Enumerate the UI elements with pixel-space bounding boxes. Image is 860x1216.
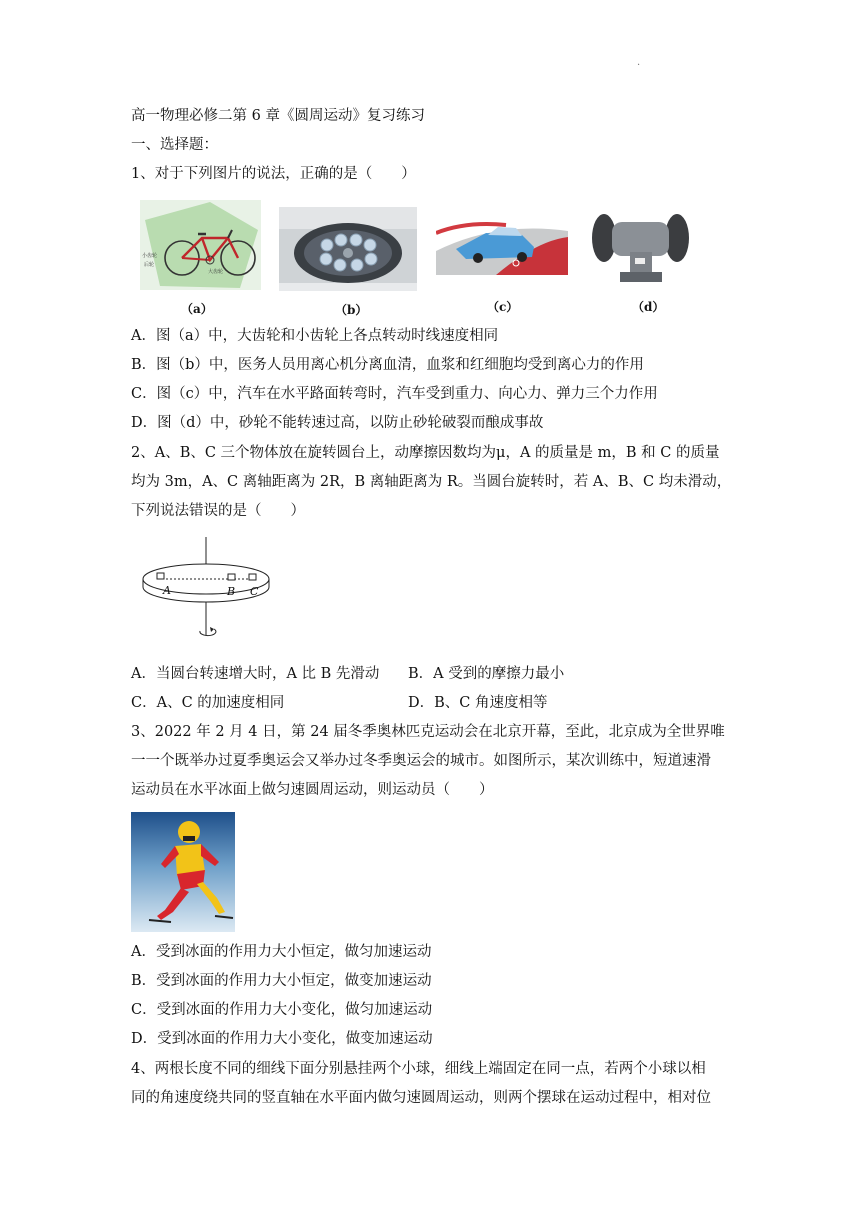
turntable-label-a: A	[163, 584, 171, 597]
turntable-label-b: B	[227, 585, 236, 598]
car-figure	[436, 211, 568, 275]
q2-stem-line2: 均为 3m，A、C 离轴距离为 2R，B 离轴距离为 R。当圆台旋转时，若 A、B、C 均未滑动，	[131, 474, 732, 490]
q2-option-d: D．B、C 角速度相等	[408, 695, 548, 711]
bike-label-big-gear: 大齿轮	[208, 269, 224, 275]
q1-option-b: B．图（b）中，医务人员用离心机分离血清，血浆和红细胞均受到离心力的作用	[131, 357, 644, 373]
q3-option-d: D．受到冰面的作用力大小变化，做变加速运动	[131, 1031, 433, 1047]
q1-option-c: C．图（c）中，汽车在水平路面转弯时，汽车受到重力、向心力、弹力三个力作用	[131, 386, 658, 402]
q2-option-c: C．A、C 的加速度相同	[131, 695, 285, 711]
q3-stem-line3: 运动员在水平冰面上做匀速圆周运动，则运动员（ ）	[131, 782, 494, 798]
turntable-label-c: C	[250, 585, 259, 598]
figure-a-caption: （a）	[181, 302, 213, 316]
q2-stem-line3: 下列说法错误的是（ ）	[131, 503, 305, 519]
speed-skater-photo	[131, 812, 235, 932]
bicycle-figure	[140, 200, 261, 290]
q1-stem: 1、对于下列图片的说法，正确的是（ ）	[131, 166, 416, 182]
q3-stem-line2: 一一个既举办过夏季奥运会又举办过冬季奥运会的城市。如图所示，某次训练中，短道速滑	[131, 753, 711, 769]
q2-option-b: B．A 受到的摩擦力最小	[408, 666, 565, 682]
bike-label-rear-wheel: 后轮	[144, 262, 155, 268]
q4-stem-line2: 同的角速度绕共同的竖直轴在水平面内做匀速圆周运动，则两个摆球在运动过程中，相对位	[131, 1090, 711, 1106]
centrifuge-figure	[279, 207, 417, 291]
q3-option-a: A．受到冰面的作用力大小恒定，做匀加速运动	[131, 944, 432, 960]
q3-option-c: C．受到冰面的作用力大小变化，做匀加速运动	[131, 1002, 433, 1018]
header-mark: ·	[637, 60, 641, 71]
bike-label-small-gear: 小齿轮	[142, 253, 158, 259]
q1-option-d: D．图（d）中，砂轮不能转速过高，以防止砂轮破裂而酿成事故	[131, 415, 544, 431]
q2-option-a: A．当圆台转速增大时，A 比 B 先滑动	[131, 666, 380, 682]
grinder-figure	[590, 208, 691, 288]
q4-stem-line1: 4、两根长度不同的细线下面分别悬挂两个小球，细线上端固定在同一点，若两个小球以相	[131, 1061, 706, 1077]
q3-stem-line1: 3、2022 年 2 月 4 日，第 24 届冬季奥林匹克运动会在北京开幕，至此，北京成为全世界唯	[131, 724, 725, 740]
doc-title: 高一物理必修二第 6 章《圆周运动》复习练习	[131, 108, 425, 124]
q2-stem-line1: 2、A、B、C 三个物体放在旋转圆台上，动摩擦因数均为μ，A 的质量是 m，B 和 C 的质量	[131, 445, 720, 461]
q1-option-a: A．图（a）中，大齿轮和小齿轮上各点转动时线速度相同	[131, 328, 499, 344]
figure-d-caption: （d）	[632, 300, 665, 314]
q3-option-b: B．受到冰面的作用力大小恒定，做变加速运动	[131, 973, 432, 989]
section-heading: 一、选择题：	[131, 137, 218, 153]
turntable-diagram	[140, 535, 275, 650]
figure-c-caption: （c）	[487, 300, 519, 314]
figure-b-caption: （b）	[335, 303, 368, 317]
